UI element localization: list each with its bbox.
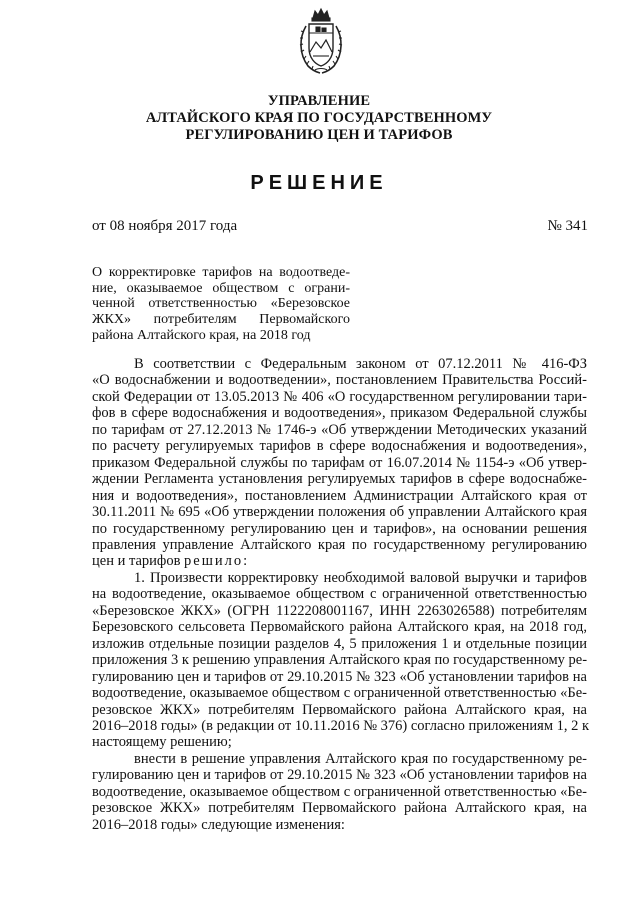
subject-line: ние, оказываемое обществом с ограни-	[92, 280, 350, 296]
body-line: приказом Федеральной службы по тарифам от 16.07.2014 № 1154-э «Об утвер-	[92, 454, 587, 471]
body-line: резовское ЖКХ» потребителям Первомайского района Алтайского края, на	[92, 800, 587, 817]
subject-line: ЖКХ» потребителям Первомайского	[92, 312, 350, 328]
body-line: ждении Регламента установления регулируемых тарифов в сфере водоснабже-	[92, 471, 587, 488]
body-line: по государственному регулированию цен и тарифов», на основании решения	[92, 520, 587, 537]
org-name-line-2: АЛТАЙСКОГО КРАЯ ПО ГОСУДАРСТВЕННОМУ	[145, 110, 493, 126]
body-line: по расчету регулируемых тарифов в сфере водоснабжения и водоотведения»,	[92, 438, 587, 455]
body-line: настоящему решению;	[92, 734, 232, 751]
org-name-line-3: РЕГУЛИРОВАНИЮ ЦЕН И ТАРИФОВ	[185, 127, 453, 143]
body-line: на водоотведение, оказываемое обществом с ограниченной ответственностью	[92, 586, 587, 603]
body-line: 2016–2018 годы» следующие изменения:	[92, 816, 345, 833]
body-line: ния и водоотведения», постановлением Администрации Алтайского края от	[92, 487, 587, 504]
subject-line: района Алтайского края, на 2018 год	[92, 327, 311, 343]
org-name-line-1: УПРАВЛЕНИЕ	[267, 93, 371, 109]
body-line: гулированию цен и тарифов от 29.10.2015 № 323 «Об установлении тарифов на	[92, 767, 587, 784]
document-subject	[92, 265, 350, 344]
body-line: фов в сфере водоснабжения и водоотведения», приказом Федеральной службы	[92, 405, 587, 422]
body-line: правления управление Алтайского края по государственному регулированию	[92, 536, 587, 553]
document-date: от 08 ноября 2017 года	[92, 218, 238, 234]
resolution-suffix: :	[243, 553, 248, 570]
body-line: «О водоснабжении и водоотведении», постановлением Правительства Россий-	[92, 372, 587, 389]
body-line: «Березовское ЖКХ» (ОГРН 1122208001167, ИНН 2263026588) потребителям	[92, 602, 587, 619]
body-line: изложив отдельные позиции разделов 4, 5 приложения 1 и отдельные позиции	[92, 635, 587, 652]
body-line: приложения 3 к решению управления Алтайского края по государственному ре-	[92, 652, 588, 669]
body-line: гулированию цен и тарифов от 29.10.2015 № 323 «Об установлении тарифов на	[92, 668, 587, 685]
body-line: ской Федерации от 13.05.2013 № 406 «О государственном регулировании тари-	[92, 388, 587, 405]
body-line: В соответствии с Федеральным законом от 07.12.2011 № 416-ФЗ	[134, 356, 587, 372]
body-line: Березовского сельсовета Первомайского района Алтайского края, на 2018 год,	[92, 619, 587, 636]
body-line: резовское ЖКХ» потребителям Первомайского района Алтайского края, на	[92, 701, 587, 718]
document-type-title: РЕШЕНИЕ	[250, 172, 388, 194]
body-line: водоотведение, оказываемое обществом с ограниченной ответственностью «Бе-	[92, 685, 587, 702]
body-line-resolution	[92, 553, 587, 569]
resolution-keyword: решило	[184, 553, 244, 570]
body-line: 1. Произвести корректировку необходимой валовой выручки и тарифов	[134, 569, 587, 586]
subject-line: ченной ответственностью «Березовское	[92, 296, 350, 312]
document-number: № 341	[547, 218, 588, 234]
body-line: водоотведение, оказываемое обществом с ограниченной ответственностью «Бе-	[92, 783, 587, 800]
document-body	[92, 356, 590, 833]
resolution-prefix: цен и тарифов	[92, 553, 185, 570]
coat-of-arms-icon	[296, 6, 346, 76]
body-line: внести в решение управления Алтайского края по государственному ре-	[134, 750, 587, 767]
subject-line: О корректировке тарифов на водоотведе-	[92, 265, 350, 280]
body-line: по тарифам от 27.12.2013 № 1746-э «Об утверждении Методических указаний	[92, 421, 587, 438]
body-line: 2016–2018 годы» (в редакции от 10.11.2016 № 376) согласно приложениям 1, 2 к	[92, 717, 590, 734]
body-line: 30.11.2011 № 695 «Об утверждении положения об управлении Алтайского края	[92, 504, 587, 521]
